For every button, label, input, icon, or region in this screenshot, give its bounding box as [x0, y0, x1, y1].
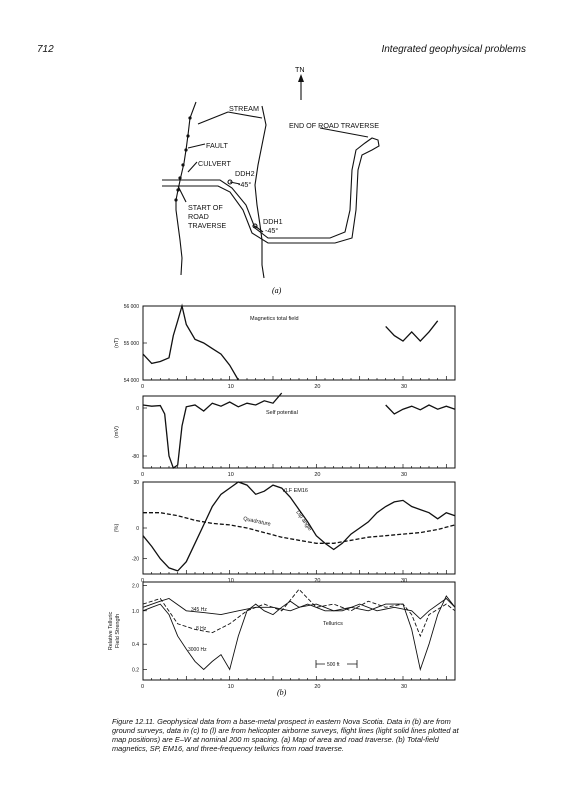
annotation-tellurics: Tellurics	[323, 621, 343, 627]
y-tick-label: 1.0	[132, 608, 139, 615]
x-tick-label: 30	[401, 472, 408, 478]
panel-a-label: (a)	[272, 286, 282, 295]
series-line-3000-hz	[143, 596, 455, 670]
end-road-label: END OF ROAD TRAVERSE	[289, 121, 379, 130]
y-tick-label: 0	[136, 526, 139, 532]
fault-pointer	[188, 144, 205, 148]
annotation-8hz: 8 Hz	[196, 626, 207, 632]
ddh1-label: DDH1	[263, 217, 283, 226]
caption-text: Geophysical data from a base-metal prospect in eastern Nova Scotia. Data in (b) are from ground surveys, data in (c) to (l) are from helicopter airborne surveys, flight lines (light solid lines plotted at map positions) are E–W at nominal 200 m spacing. (a) Map of area and road traverse. (b) Total-field magnetics, SP, EM16, and three-frequency tellurics from road traverse.	[112, 717, 459, 753]
y-tick-label: 2.0	[132, 583, 139, 590]
annotation-3000hz: 3000 Hz	[188, 647, 207, 653]
ddh1-dip-label: -45°	[265, 226, 279, 235]
culvert-label: CULVERT	[198, 159, 231, 168]
figure-caption	[112, 717, 470, 753]
y-tick-label: 55 000	[123, 341, 139, 347]
stream-label: STREAM	[229, 104, 259, 113]
start-pointer	[178, 186, 186, 202]
x-tick-label: 10	[227, 472, 234, 478]
x-tick-label: 20	[314, 578, 321, 584]
y-axis-label: (%)	[114, 523, 120, 533]
y-tick-label: 0.2	[132, 667, 139, 674]
scale-bar-label: 500 ft	[327, 662, 340, 668]
x-tick-label: 30	[401, 684, 408, 690]
y-tick-label: 0.4	[132, 642, 139, 649]
fault-label: FAULT	[206, 141, 228, 150]
x-tick-label: 0	[141, 384, 145, 390]
chart-title-3: VLF EM16	[282, 488, 308, 494]
x-tick-label: 10	[227, 384, 234, 390]
chart-frame-3	[143, 482, 455, 574]
series-line-dip-angle	[143, 482, 455, 571]
x-tick-label: 20	[314, 472, 321, 478]
y-tick-label: 56 000	[123, 304, 139, 310]
x-tick-label: 10	[227, 684, 234, 690]
y-tick-label: 0	[136, 406, 139, 412]
x-tick-label: 0	[141, 684, 145, 690]
x-tick-label: 30	[401, 578, 408, 584]
x-tick-label: 0	[141, 578, 145, 584]
chart-frame-1	[143, 306, 455, 380]
start-label-2: ROAD	[188, 212, 209, 221]
series-line-345-hz	[143, 599, 455, 619]
stream-pointer	[198, 112, 228, 124]
north-arrow-head	[298, 74, 304, 82]
x-tick-label: 20	[314, 384, 321, 390]
series-line-2	[386, 321, 438, 341]
x-tick-label: 10	[227, 578, 234, 584]
series-line-1	[143, 393, 282, 468]
y-tick-label: -20	[131, 556, 139, 563]
annotation-quadrature: Quadrature	[242, 516, 272, 528]
caption-figure-number: Figure 12.11.	[112, 717, 156, 726]
start-label-3: TRAVERSE	[188, 221, 227, 230]
panel-b-label: (b)	[277, 688, 287, 697]
chart-frame-4	[143, 582, 455, 680]
annotation-dip-angle: Dip angle	[294, 509, 313, 533]
chart-title-1: Magnetics total field	[250, 316, 299, 322]
chart-title-2: Self potential	[266, 410, 298, 416]
ddh2-dip-label: -45°	[238, 180, 252, 189]
culvert-pointer	[188, 162, 197, 172]
y-tick-label: 54 000	[123, 378, 139, 384]
series-line-2	[386, 405, 455, 414]
x-tick-label: 20	[314, 684, 321, 690]
series-line-1	[143, 306, 238, 380]
x-tick-label: 0	[141, 472, 145, 478]
start-label-1: START OF	[188, 203, 223, 212]
y-axis-label: Relative TelluricField Strength	[108, 611, 121, 651]
y-tick-label: 30	[133, 480, 139, 486]
north-label: TN	[295, 65, 305, 74]
y-tick-label: -80	[131, 454, 139, 460]
stream-line	[255, 106, 266, 278]
annotation-345hz: 345 Hz	[191, 607, 207, 613]
y-axis-label: (nT)	[114, 337, 120, 349]
series-line-8-hz	[143, 589, 455, 636]
ddh2-label: DDH2	[235, 169, 255, 178]
y-axis-label: (mV)	[114, 426, 120, 438]
running-title: Integrated geophysical problems	[381, 44, 526, 55]
x-tick-label: 30	[401, 384, 408, 390]
site-map	[162, 74, 379, 278]
charts	[108, 304, 455, 690]
page-number: 712	[37, 44, 54, 55]
